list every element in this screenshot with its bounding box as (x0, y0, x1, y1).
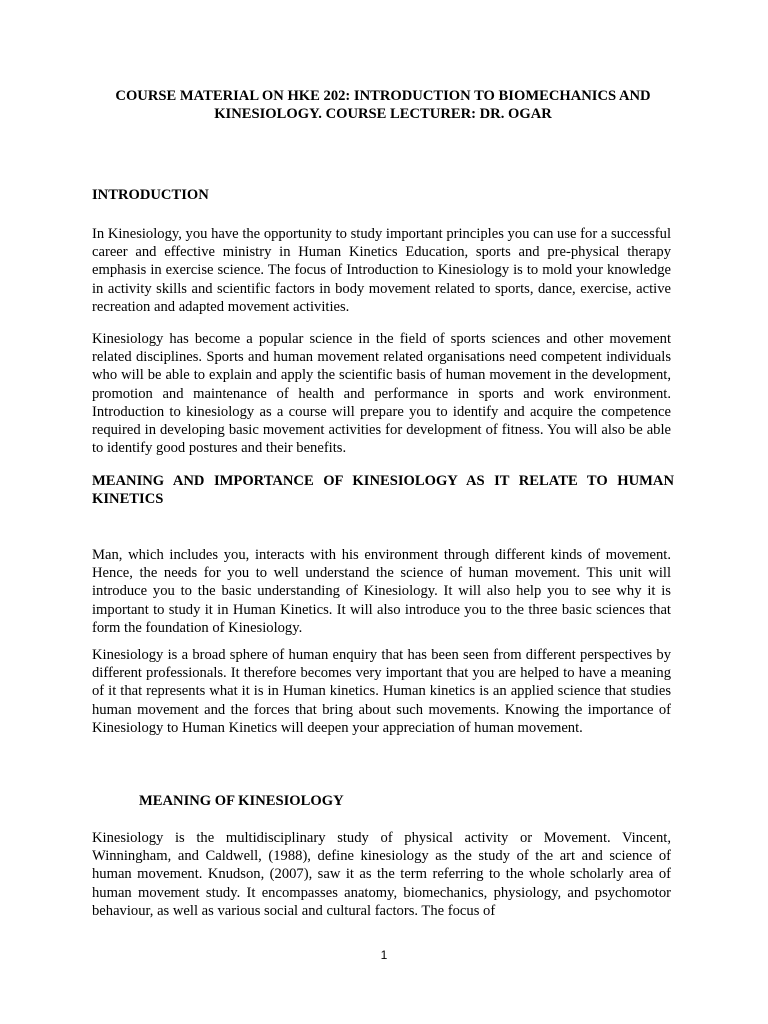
page-number: 1 (380, 948, 388, 962)
document-title: COURSE MATERIAL ON HKE 202: INTRODUCTION TO BIOMECHANICS AND KINESIOLOGY. COURSE LECTURER: DR. OGAR (115, 88, 651, 122)
paragraph-introduction-2: Kinesiology has become a popular science in the field of sports sciences and other movement related disciplines. Sports and human movement related organisations need competent individuals who will be able to explain and apply the scientific basis of human movement in the development, promotion and maintenance of health and performance in sports and work environment. Introduction to kinesiology as a course will prepare you to identify and acquire the competence required in developing basic movement activities for development of fitness. You will also be able to identify good postures and their benefits. (92, 331, 671, 457)
section-heading-meaning-and-importance: MEANING AND IMPORTANCE OF KINESIOLOGY AS IT RELATE TO HUMAN KINETICS (92, 473, 674, 507)
section-heading-introduction: INTRODUCTION (92, 187, 209, 203)
paragraph-meaning-importance-2: Kinesiology is a broad sphere of human enquiry that has been seen from different perspectives by different professionals. It therefore becomes very important that you are helped to have a meaning of it that represents what it is in Human kinetics. Human kinetics is an applied science that studies human movement and the forces that bring about such movements. Knowing the importance of Kinesiology to Human Kinetics will deepen your appreciation of human movement. (92, 647, 671, 736)
paragraph-meaning-of-kinesiology-1: Kinesiology is the multidisciplinary study of physical activity or Movement. Vincent, Winningham, and Caldwell, (1988), define kinesiology as the study of the art and science of human movement. Knudson, (2007), saw it as the term referring to the whole scholarly area of human movement study. It encompasses anatomy, biomechanics, physiology, and psychomotor behaviour, as well as various social and cultural factors. The focus of (92, 830, 671, 919)
paragraph-meaning-importance-1: Man, which includes you, interacts with his environment through different kinds of movement. Hence, the needs for you to well understand the science of human movement. This unit will introduce you to the basic understanding of Kinesiology. It will also help you to see why it is important to study it in Human Kinetics. It will also introduce you to the three basic sciences that form the foundation of Kinesiology. (92, 547, 671, 636)
paragraph-introduction-1: In Kinesiology, you have the opportunity to study important principles you can use for a successful career and effective ministry in Human Kinetics Education, sports and pre-physical therapy emphasis in exercise science. The focus of Introduction to Kinesiology is to mold your knowledge in activity skills and scientific factors in body movement related to sports, dance, exercise, active recreation and adapted movement activities. (92, 226, 671, 315)
section-heading-meaning-of-kinesiology: MEANING OF KINESIOLOGY (139, 793, 344, 809)
